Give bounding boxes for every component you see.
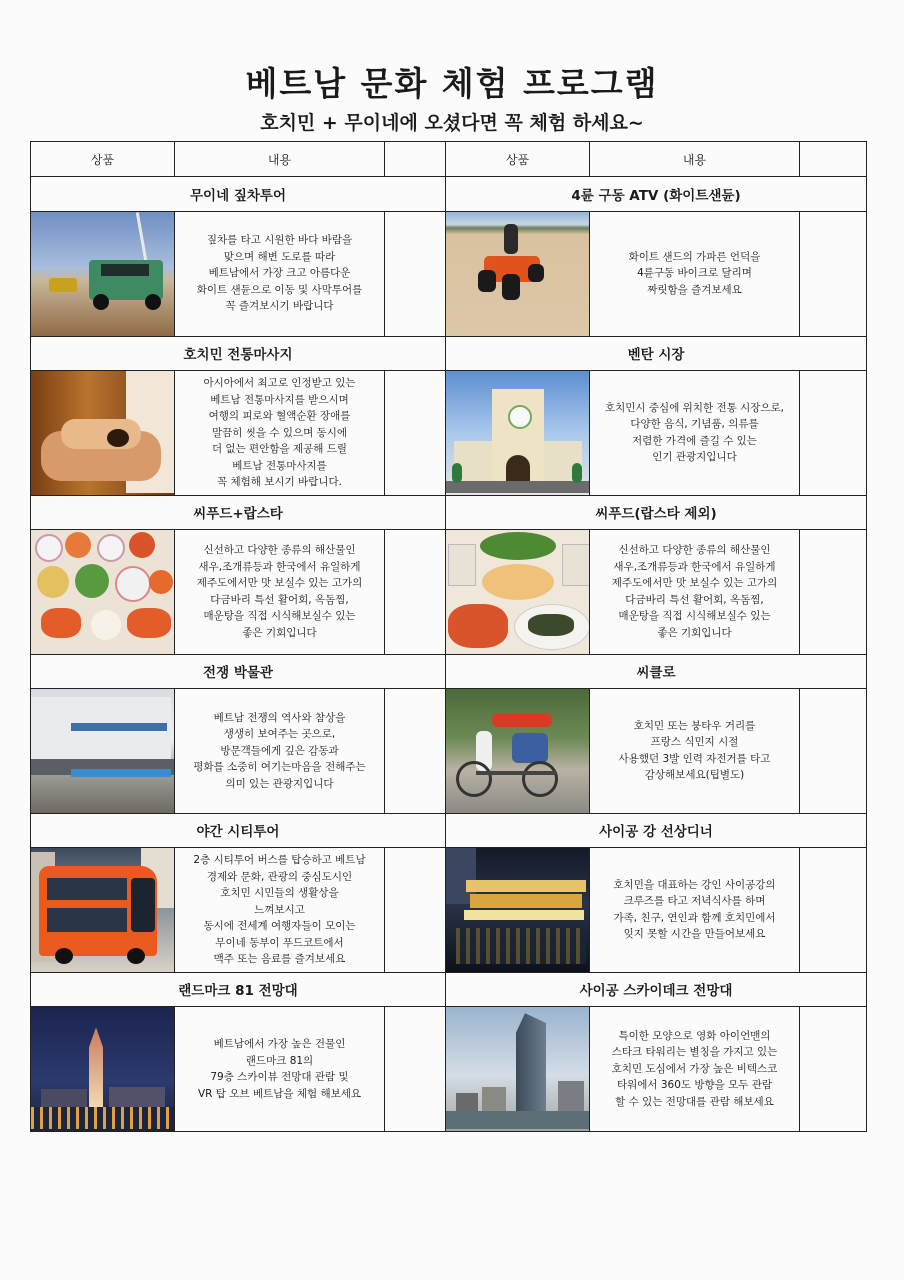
seafood-lobster-photo bbox=[31, 530, 175, 655]
item-name: 무이네 짚차투어 bbox=[31, 177, 446, 211]
item-body-row bbox=[31, 370, 867, 495]
item-name: 씨푸드+랍스타 bbox=[31, 495, 446, 529]
item-description: 신선하고 다양한 종류의 해산물인 새우,조개류등과 한국에서 유일하게 제주도에서만 맛 보실수 있는 고가의 다금바리 특선 활어회, 옥돔찜, 매운탕을 직접 시식해보실수 있는 좋은 기회입니다 bbox=[590, 530, 800, 655]
item-description: 호치민 또는 붕타우 거리를 프랑스 식민지 시절 사용했던 3발 인력 자전거를 타고 감상해보세요(팁별도) bbox=[590, 689, 800, 814]
item-description: 짚차를 타고 시원한 바다 바람을 맞으며 해변 도로를 따라 베트남에서 가장 크고 아름다운 화이트 샌듄으로 이동 및 사막투어를 꼭 즐겨보시기 바랍니다 bbox=[175, 211, 385, 336]
blank-cell bbox=[800, 1007, 867, 1132]
program-table bbox=[30, 141, 867, 1132]
item-name-row bbox=[31, 813, 867, 847]
item-description: 2층 시티투어 버스를 탑승하고 베트남 경제와 문화, 관광의 중심도시인 호치민 시민들의 생활상을 느껴보시고 동시에 전세계 여행자들이 모이는 무이네 동부이 푸드코트에서 맥주 또는 음료를 즐겨보세요 bbox=[175, 848, 385, 973]
museum-photo bbox=[31, 689, 175, 814]
massage-photo bbox=[31, 370, 175, 495]
header-content: 내용 bbox=[590, 142, 800, 177]
item-name: 전쟁 박물관 bbox=[31, 654, 446, 688]
blank-cell bbox=[800, 211, 867, 336]
page-title: 베트남 문화 체험 프로그램 bbox=[245, 64, 659, 103]
page-subtitle: 호치민 + 무이네에 오셨다면 꼭 체험 하세요~ bbox=[260, 112, 644, 134]
item-description: 특이한 모양으로 영화 아이언맨의 스타크 타워리는 별칭을 가지고 있는 호치민 도심에서 가장 높은 비텍스코 타워에서 360도 방향을 모두 관람 할 수 있는 전망대를 관람 해보세요 bbox=[590, 1007, 800, 1132]
seafood-photo bbox=[446, 530, 590, 655]
item-description: 아시아에서 최고로 인정받고 있는 베트남 전통마사지를 받으시며 여행의 피로와 혈액순환 장애를 말끔히 씻을 수 있으며 동시에 더 없는 편안함을 제공해 드릴 베트남 전통마사지를 꼭 체험해 보시기 바랍니다. bbox=[175, 370, 385, 495]
item-description: 베트남 전쟁의 역사와 참상을 생생히 보여주는 곳으로, 방문객들에게 깊은 감동과 평화를 소중히 여기는마음을 전해주는 의미 있는 관광지입니다 bbox=[175, 689, 385, 814]
item-name-row bbox=[31, 336, 867, 370]
landmark81-photo bbox=[31, 1007, 175, 1132]
item-body-row bbox=[31, 530, 867, 655]
item-name: 씨푸드(랍스타 제외) bbox=[446, 495, 867, 529]
blank-cell bbox=[385, 370, 446, 495]
item-name: 4륜 구동 ATV (화이트샌듄) bbox=[446, 177, 867, 211]
blank-cell bbox=[800, 689, 867, 814]
header-blank bbox=[800, 142, 867, 177]
header-blank bbox=[385, 142, 446, 177]
blank-cell bbox=[800, 370, 867, 495]
header-product: 상품 bbox=[446, 142, 590, 177]
blank-cell bbox=[800, 848, 867, 973]
item-name-row bbox=[31, 654, 867, 688]
item-body-row bbox=[31, 211, 867, 336]
blank-cell bbox=[385, 530, 446, 655]
item-description: 호치민시 중심에 위치한 전통 시장으로, 다양한 음식, 기념품, 의류를 저렴한 가격에 즐길 수 있는 인기 관광지입니다 bbox=[590, 370, 800, 495]
market-photo bbox=[446, 370, 590, 495]
item-name: 씨클로 bbox=[446, 654, 867, 688]
river-cruise-photo bbox=[446, 848, 590, 973]
item-name: 사이공 강 선상디너 bbox=[446, 813, 867, 847]
header-product: 상품 bbox=[31, 142, 175, 177]
item-description: 신선하고 다양한 종류의 해산물인 새우,조개류등과 한국에서 유일하게 제주도에서만 맛 보실수 있는 고가의 다금바리 특선 활어회, 옥돔찜, 매운탕을 직접 시식해보실수 있는 좋은 기회입니다 bbox=[175, 530, 385, 655]
item-name: 사이공 스카이데크 전망대 bbox=[446, 972, 867, 1006]
item-body-row bbox=[31, 1007, 867, 1132]
skydeck-photo bbox=[446, 1007, 590, 1132]
blank-cell bbox=[800, 530, 867, 655]
jeep-photo bbox=[31, 211, 175, 336]
item-description: 화이트 샌드의 가파른 언덕을 4륜구동 바이크로 달리며 짜릿함을 즐겨보세요 bbox=[590, 211, 800, 336]
item-body-row bbox=[31, 848, 867, 973]
item-name-row bbox=[31, 972, 867, 1006]
cyclo-photo bbox=[446, 689, 590, 814]
atv-photo bbox=[446, 211, 590, 336]
item-description: 호치민을 대표하는 강인 사이공강의 크루즈를 타고 저녁식사를 하며 가족, 친구, 연인과 함께 호치민에서 잊지 못할 시간을 만들어보세요 bbox=[590, 848, 800, 973]
item-name: 랜드마크 81 전망대 bbox=[31, 972, 446, 1006]
header-content: 내용 bbox=[175, 142, 385, 177]
citytour-bus-photo bbox=[31, 848, 175, 973]
item-name-row bbox=[31, 177, 867, 211]
blank-cell bbox=[385, 689, 446, 814]
item-name: 벤탄 시장 bbox=[446, 336, 867, 370]
blank-cell bbox=[385, 1007, 446, 1132]
item-name: 호치민 전통마사지 bbox=[31, 336, 446, 370]
item-description: 베트남에서 가장 높은 건물인 랜드마크 81의 79층 스카이뷰 전망대 관람 및 VR 탑 오브 베트남을 체험 해보세요 bbox=[175, 1007, 385, 1132]
item-body-row bbox=[31, 689, 867, 814]
blank-cell bbox=[385, 211, 446, 336]
item-name-row bbox=[31, 495, 867, 529]
table-header-row bbox=[31, 142, 867, 177]
item-name: 야간 시티투어 bbox=[31, 813, 446, 847]
blank-cell bbox=[385, 848, 446, 973]
